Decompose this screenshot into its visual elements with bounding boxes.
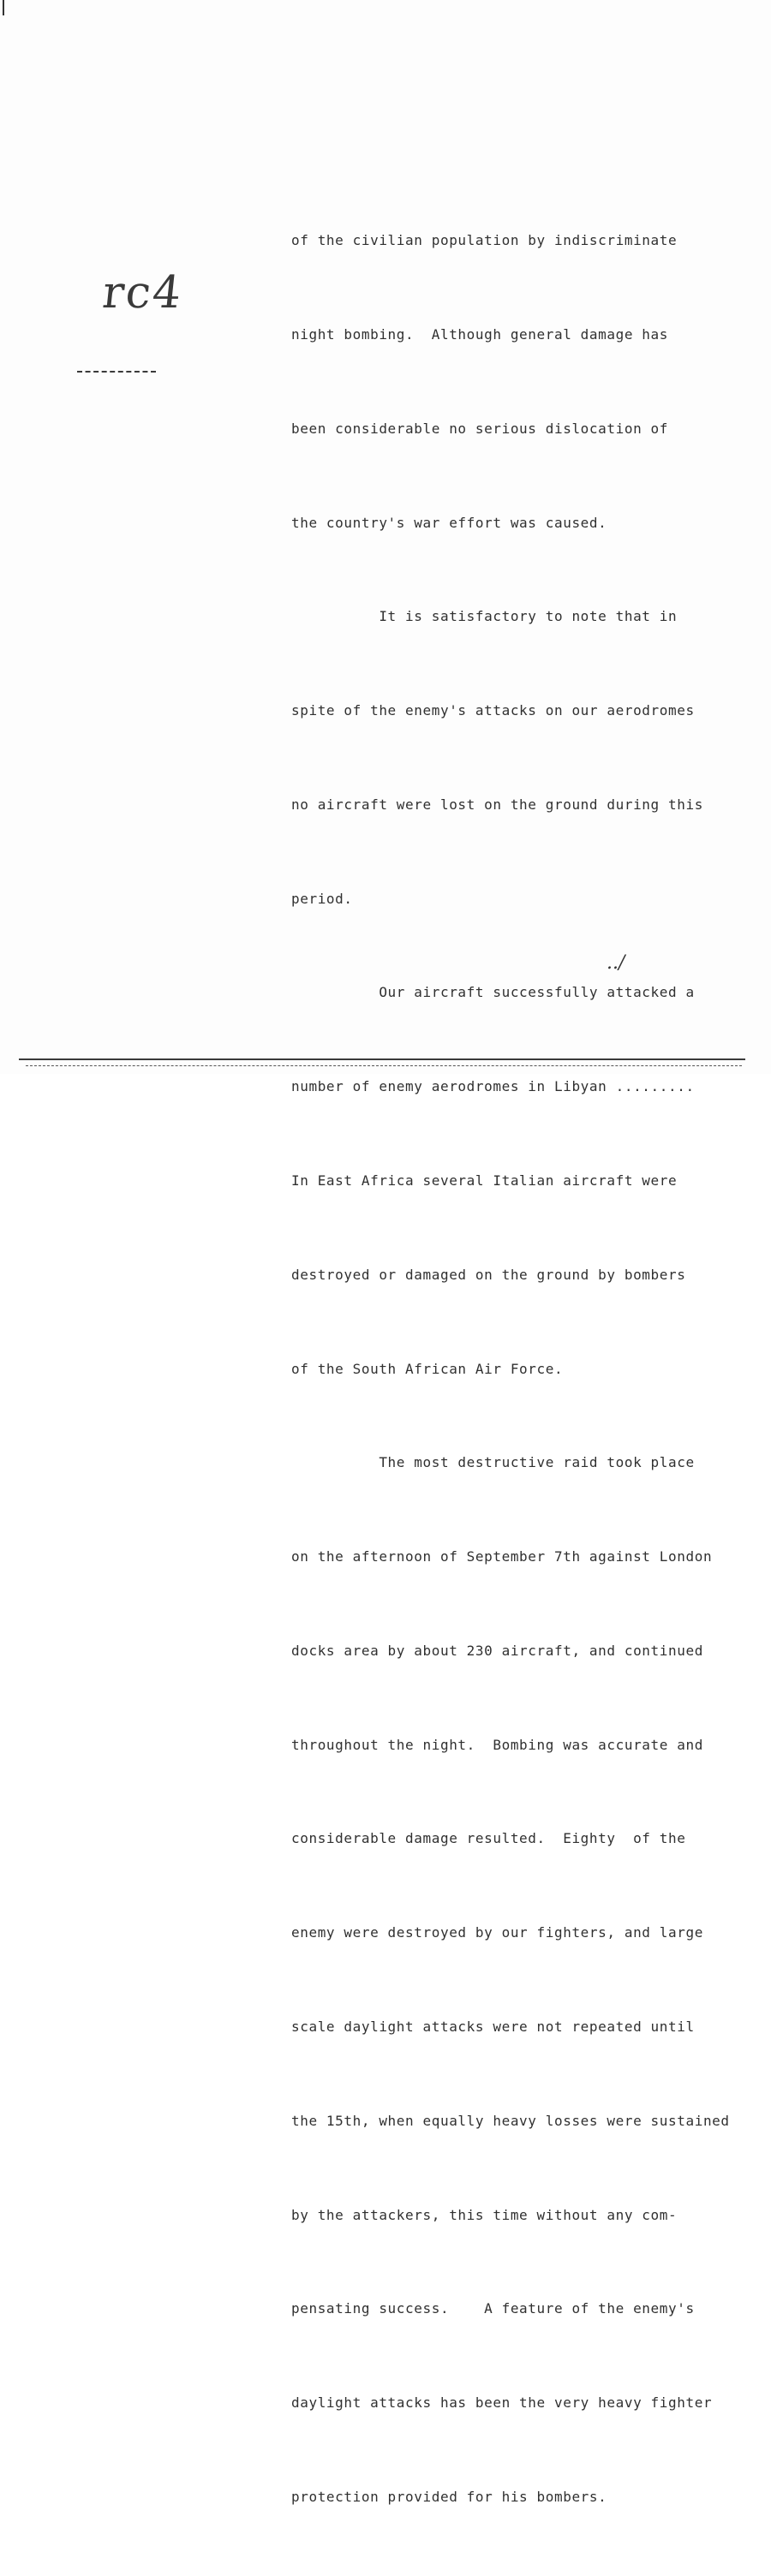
typed-body-text: [291, 163, 754, 2576]
text-line-3: been considerable no serious dislocation of: [291, 420, 669, 437]
text-line-10: number of enemy aerodromes in Libyan .........: [291, 1078, 695, 1095]
text-line-22: by the attackers, this time without any com-: [291, 2206, 678, 2223]
text-line-19: enemy were destroyed by our fighters, and large: [291, 1924, 703, 1941]
text-line-8: period.: [291, 890, 353, 907]
text-line-23: pensating success. A feature of the enemy's: [291, 2300, 695, 2317]
continuation-mark: ../: [607, 952, 625, 974]
text-line-17: throughout the night. Bombing was accurate and: [291, 1736, 703, 1753]
text-line-12: destroyed or damaged on the ground by bombers: [291, 1266, 686, 1283]
text-line-24: daylight attacks has been the very heavy fighter: [291, 2394, 713, 2412]
bottom-rule-dashed: [26, 1065, 742, 1066]
text-line-2: night bombing. Although general damage has: [291, 325, 669, 343]
text-line-13: of the South African Air Force.: [291, 1360, 564, 1377]
bottom-rule: [19, 1058, 745, 1060]
text-line-20: scale daylight attacks were not repeated until: [291, 2018, 695, 2036]
handwritten-margin-note: rc4: [99, 267, 186, 319]
corner-mark: [3, 0, 4, 15]
text-line-15: on the afternoon of September 7th against London: [291, 1548, 713, 1565]
margin-rule: [77, 371, 156, 373]
text-line-9: Our aircraft successfully attacked a: [291, 984, 695, 1001]
text-line-4: the country's war effort was caused.: [291, 514, 607, 531]
text-line-21: the 15th, when equally heavy losses were sustained: [291, 2112, 730, 2129]
text-line-1: of the civilian population by indiscriminate: [291, 232, 678, 249]
text-line-7: no aircraft were lost on the ground during this: [291, 796, 703, 813]
text-line-25: protection provided for his bombers.: [291, 2488, 607, 2505]
text-line-5: It is satisfactory to note that in: [291, 608, 678, 625]
text-line-16: docks area by about 230 aircraft, and continued: [291, 1642, 703, 1659]
text-line-14: The most destructive raid took place: [291, 1454, 695, 1471]
text-line-6: spite of the enemy's attacks on our aerodromes: [291, 702, 695, 719]
text-line-11: In East Africa several Italian aircraft were: [291, 1172, 678, 1189]
text-line-18: considerable damage resulted. Eighty of the: [291, 1830, 686, 1847]
